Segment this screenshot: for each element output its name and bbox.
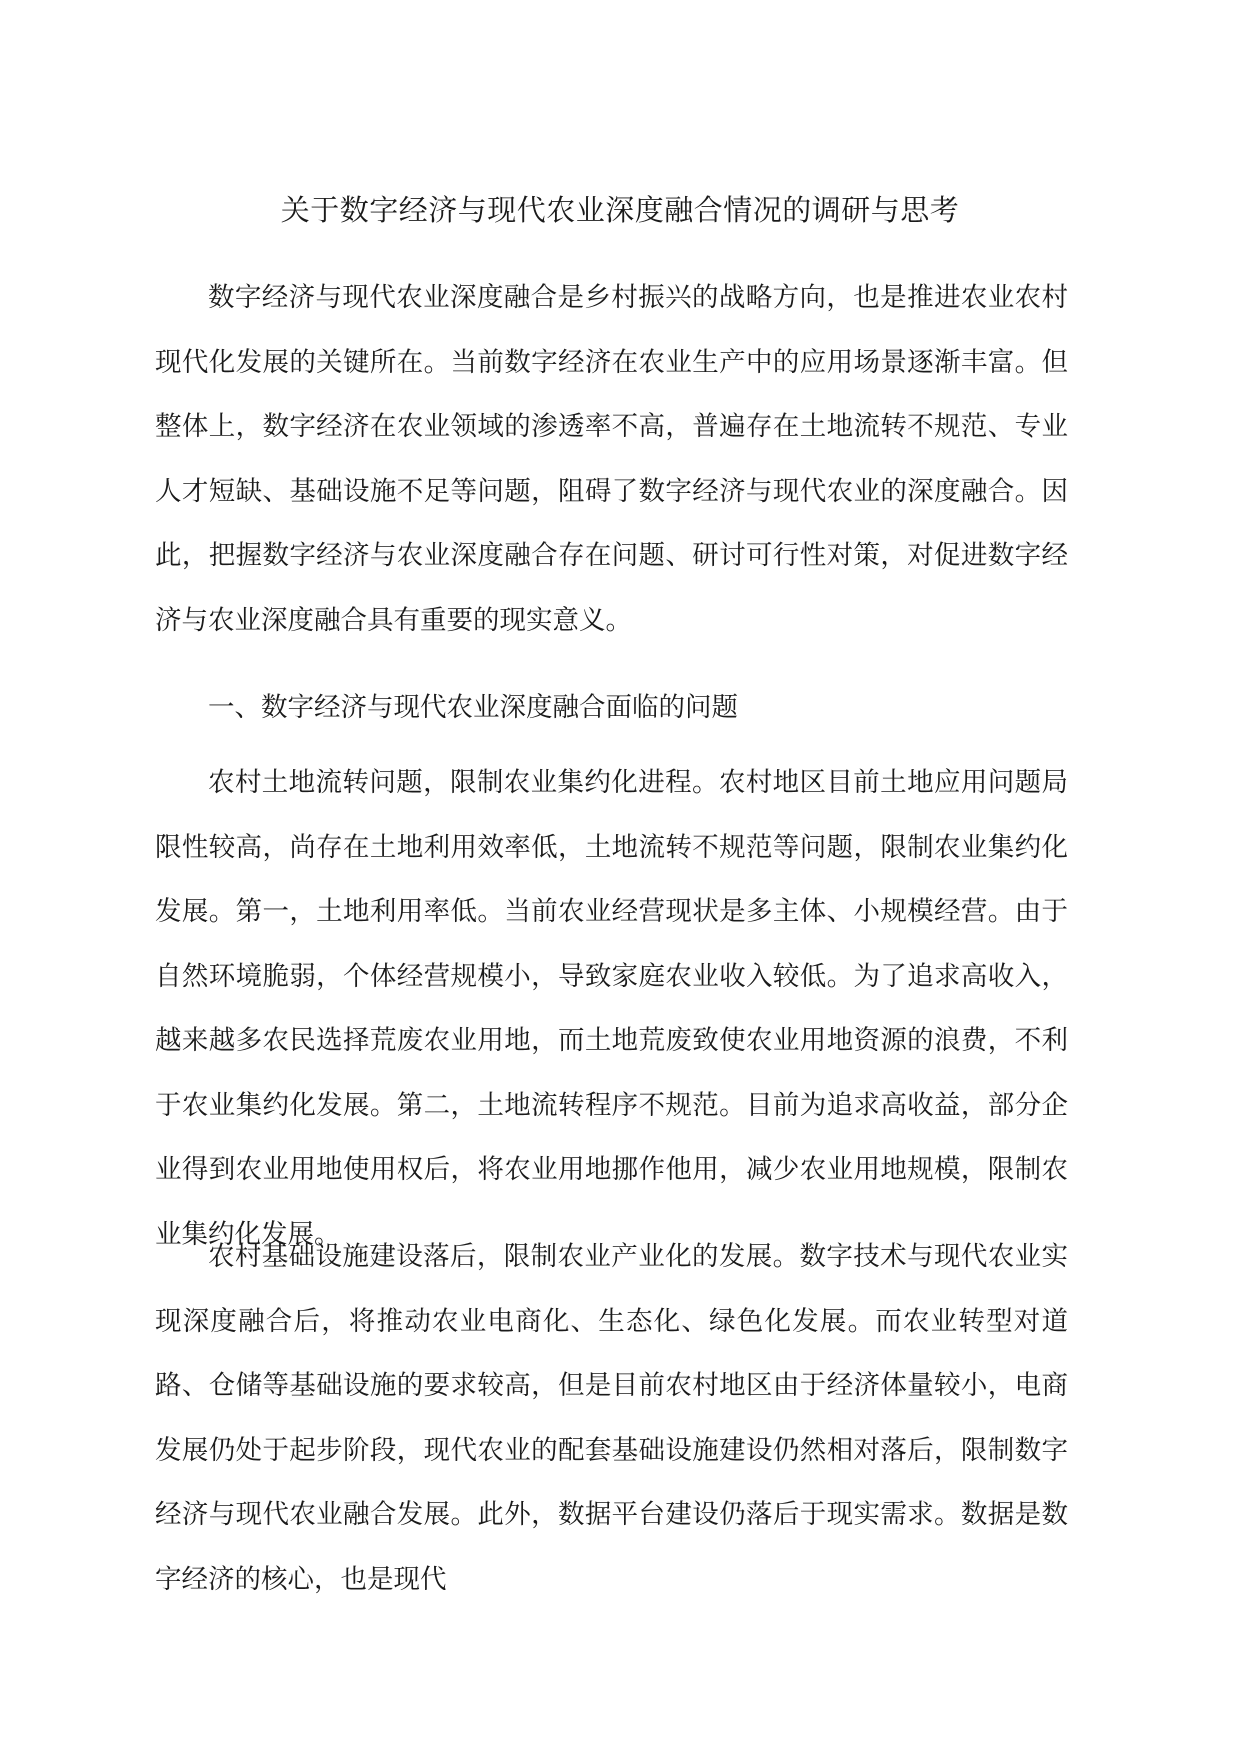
document-title: 关于数字经济与现代农业深度融合情况的调研与思考 [280, 193, 960, 227]
paragraph-intro: 数字经济与现代农业深度融合是乡村振兴的战略方向，也是推进农业农村现代化发展的关键所在。当前数字经济在农业生产中的应用场景逐渐丰富。但整体上，数字经济在农业领域的渗透率不高，普遍存在土地流转不规范、专业人才短缺、基础设施不足等问题，阻碍了数字经济与现代农业的深度融合。因此，把握数字经济与农业深度融合存在问题、研讨可行性对策，对促进数字经济与农业深度融合具有重要的现实意义。 [155, 282, 1068, 636]
paragraph-land-transfer: 农村土地流转问题，限制农业集约化进程。农村地区目前土地应用问题局限性较高，尚存在土地利用效率低，土地流转不规范等问题，限制农业集约化发展。第一，土地利用率低。当前农业经营现状是多主体、小规模经营。由于自然环境脆弱，个体经营规模小，导致家庭农业收入较低。为了追求高收入，越来越多农民选择荒废农业用地，而土地荒废致使农业用地资源的浪费，不利于农业集约化发展。第二，土地流转程序不规范。目前为追求高收益，部分企业得到农业用地使用权后，将农业用地挪作他用，减少农业用地规模，限制农业集约化发展。 [155, 767, 1068, 1250]
paragraph-infrastructure: 农村基础设施建设落后，限制农业产业化的发展。数字技术与现代农业实现深度融合后，将推动农业电商化、生态化、绿色化发展。而农业转型对道路、仓储等基础设施的要求较高，但是目前农村地区由于经济体量较小，电商发展仍处于起步阶段，现代农业的配套基础设施建设仍然相对落后，限制数字经济与现代农业融合发展。此外，数据平台建设仍落后于现实需求。数据是数字经济的核心，也是现代 [155, 1241, 1068, 1595]
section-heading: 一、数字经济与现代农业深度融合面临的问题 [208, 692, 738, 723]
